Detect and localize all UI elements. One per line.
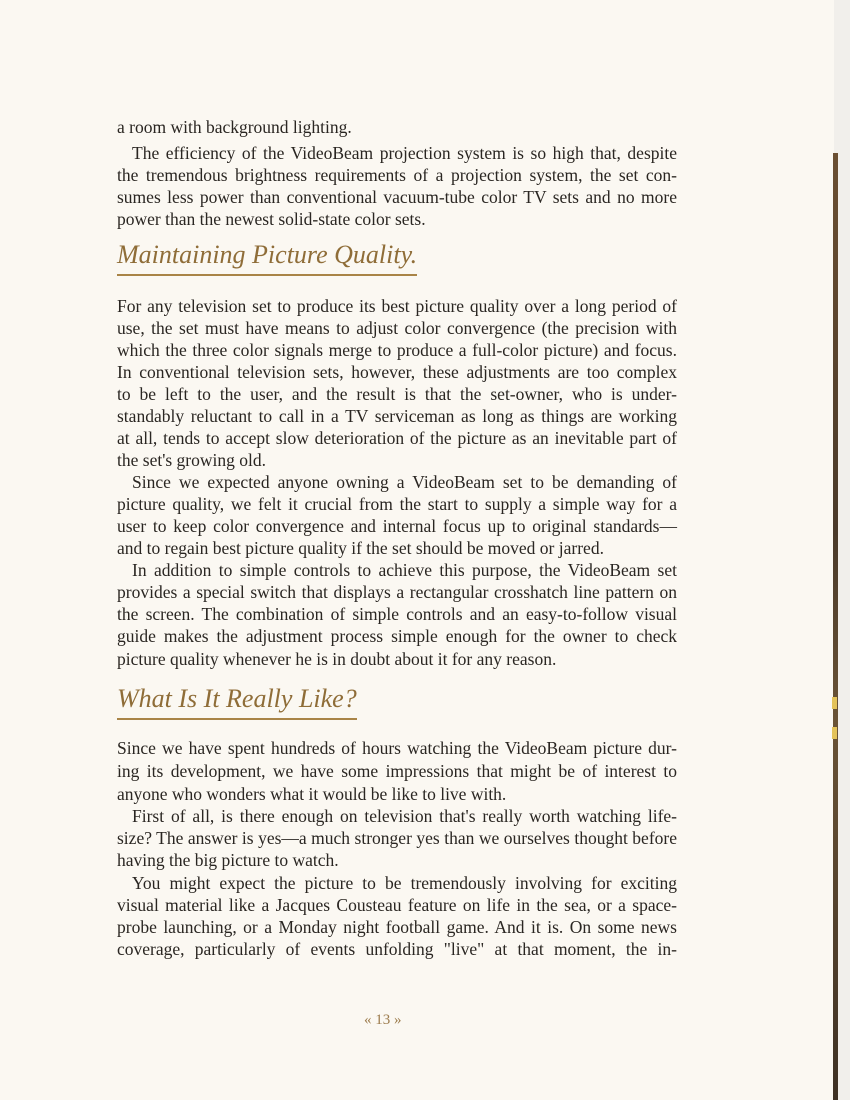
text-line: the set's growing old.: [117, 450, 266, 470]
text-line: at all, tends to accept slow deterioration of the picture as an inevitable part of: [117, 428, 677, 448]
text-line: picture quality whenever he is in doubt about it for any reason.: [117, 649, 557, 669]
text-line: guide makes the adjustment process simple enough for the owner to check: [117, 626, 677, 646]
text-line: probe launching, or a Monday night football game. And it is. On some news: [117, 917, 677, 937]
text-line: First of all, is there enough on television that's really worth watching life-: [132, 806, 677, 826]
spine-mark: [832, 697, 837, 709]
text-line: Since we have spent hundreds of hours watching the VideoBeam picture dur-: [117, 738, 677, 758]
text-line: anyone who wonders what it would be like to live with.: [117, 784, 507, 804]
text-line: size? The answer is yes—a much stronger yes than we ourselves thought before: [117, 828, 677, 848]
text-line: power than the newest solid-state color sets.: [117, 209, 426, 229]
text-line: visual material like a Jacques Cousteau feature on life in the sea, or a space-: [117, 895, 677, 915]
text-line: standably reluctant to call in a TV serviceman as long as things are working: [117, 406, 677, 426]
text-line: For any television set to produce its best picture quality over a long period of: [117, 296, 677, 316]
text-line: and to regain best picture quality if the set should be moved or jarred.: [117, 538, 604, 558]
spine-mark: [832, 727, 837, 739]
book-spine: [833, 153, 838, 1100]
text-line: Since we expected anyone owning a VideoBeam set to be demanding of: [132, 472, 677, 492]
text-line: The efficiency of the VideoBeam projection system is so high that, despite: [132, 143, 677, 163]
text-line: which the three color signals merge to produce a full-color picture) and focus.: [117, 340, 677, 360]
text-line: In addition to simple controls to achieve this purpose, the VideoBeam set: [132, 560, 677, 580]
text-line: a room with background lighting.: [117, 117, 352, 137]
text-line: sumes less power than conventional vacuum-tube color TV sets and no more: [117, 187, 677, 207]
text-line: the tremendous brightness requirements of a projection system, the set con-: [117, 165, 677, 185]
text-line: use, the set must have means to adjust color convergence (the precision with: [117, 318, 677, 338]
section-heading: What Is It Really Like?: [117, 684, 357, 720]
text-line: ing its development, we have some impressions that might be of interest to: [117, 761, 677, 781]
text-line: In conventional television sets, however, these adjustments are too complex: [117, 362, 677, 382]
text-line: the screen. The combination of simple controls and an easy-to-follow visual: [117, 604, 677, 624]
text-line: having the big picture to watch.: [117, 850, 339, 870]
section-heading: Maintaining Picture Quality.: [117, 240, 417, 276]
text-line: to be left to the user, and the result is that the set-owner, who is under-: [117, 384, 677, 404]
text-line: provides a special switch that displays a rectangular crosshatch line pattern on: [117, 582, 677, 602]
text-line: picture quality, we felt it crucial from the start to supply a simple way for a: [117, 494, 677, 514]
text-line: You might expect the picture to be tremendously involving for exciting: [132, 873, 677, 893]
page-number: « 13 »: [364, 1012, 402, 1028]
text-line: user to keep color convergence and internal focus up to original standards—: [117, 516, 677, 536]
text-line: coverage, particularly of events unfolding "live" at that moment, the in-: [117, 939, 677, 959]
